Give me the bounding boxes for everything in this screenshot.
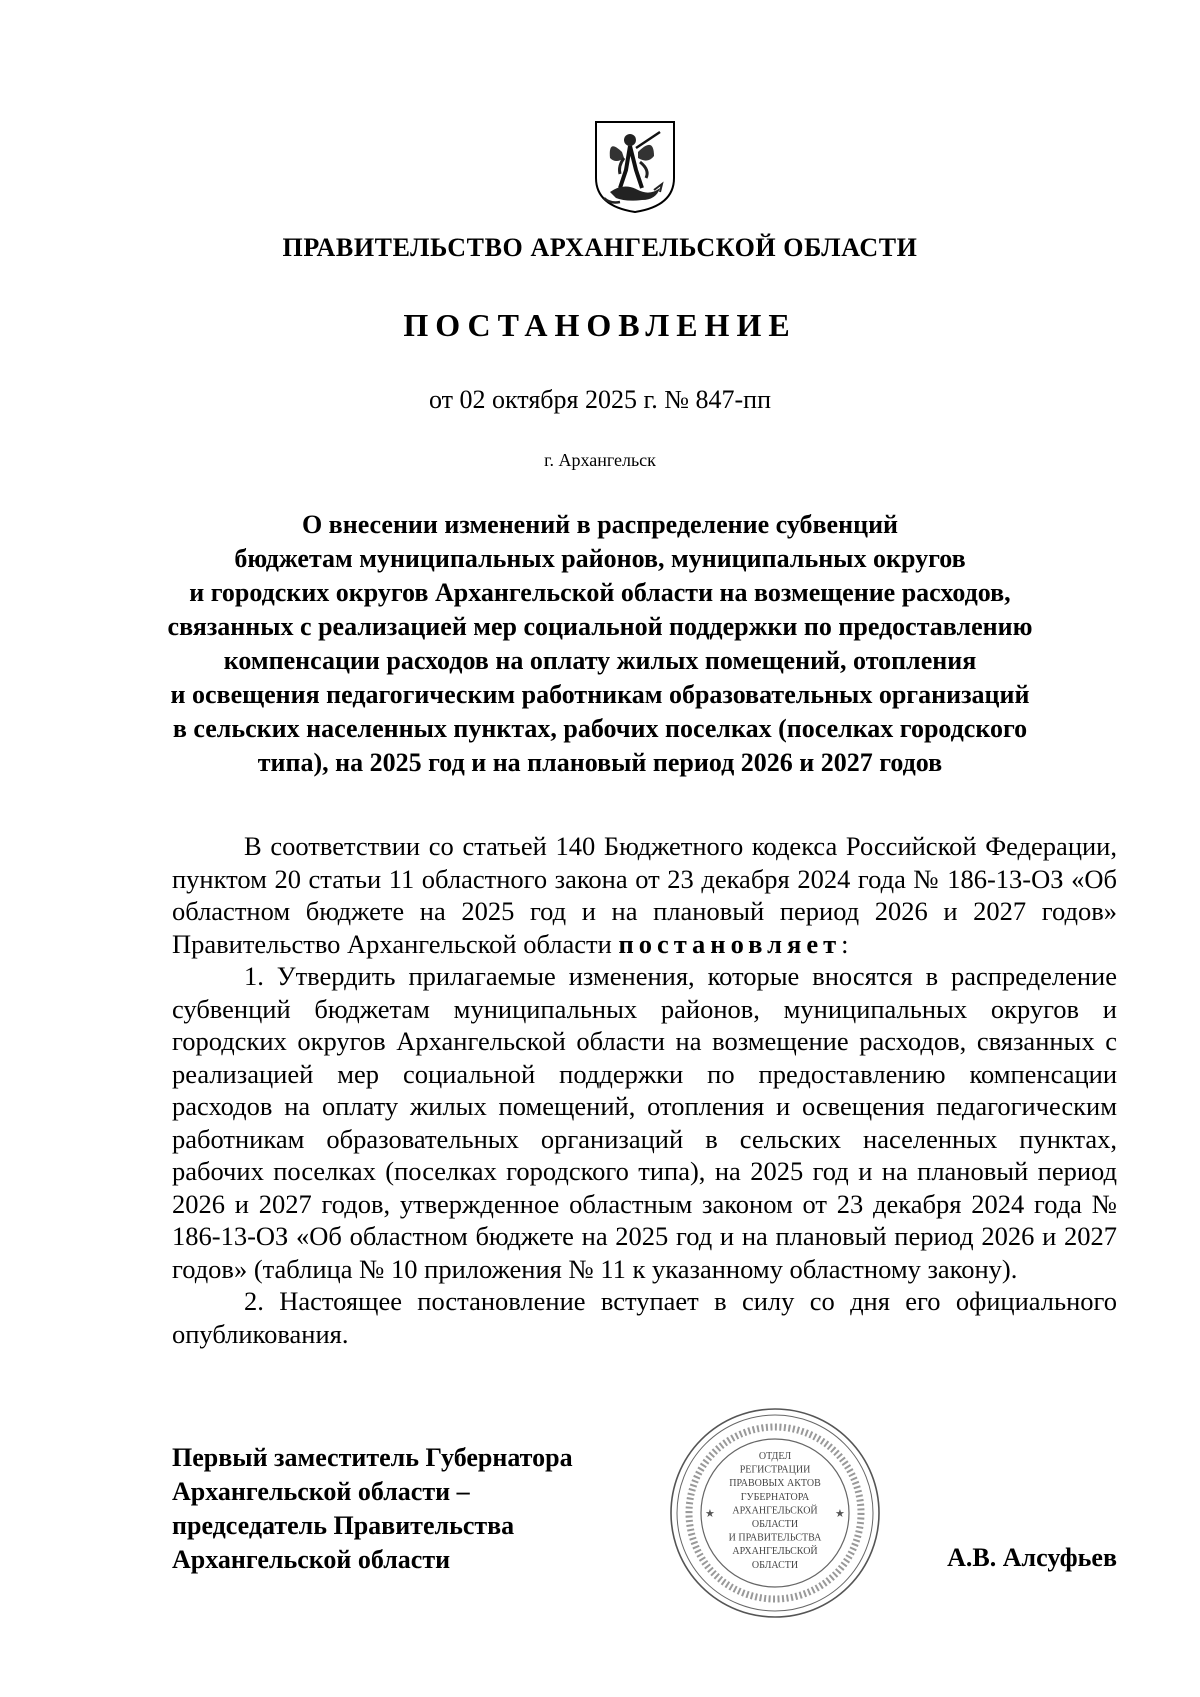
item-2-paragraph: 2. Настоящее постановление вступает в силу со дня его официального опубликования. (172, 1286, 1117, 1349)
heading-line: О внесении изменений в распределение субвенций (301, 510, 899, 539)
coat-of-arms-icon (590, 118, 680, 214)
signatory-line: Архангельской области (172, 1545, 451, 1574)
document-heading (150, 508, 1050, 780)
seal-text-line: ПРАВОВЫХ АКТОВ (729, 1478, 821, 1490)
item-1-paragraph: 1. Утвердить прилагаемые изменения, которые вносятся в распределение субвенций бюджетам муниципальных районов, муниципальных округов и городских округов Архангельской области на возмещение расходов, связанных с реализацией мер социальной поддержки по предоставлению компенсации расходов на оплату жилых помещений, отопления и освещения педагогическим работникам образовательных организаций в сельских населенных пунктах, рабочих поселках (поселках городского типа), на 2025 год и на плановый период 2026 и 2027 годов, утвержденное областным законом от 23 декабря 2024 года № 186-13-ОЗ «Об областном бюджете на 2025 год и на плановый период 2026 и 2027 годов» (таблица № 10 приложения № 11 к указанному областному закону). (172, 961, 1117, 1284)
signer-name: А.В. Алсуфьев (947, 1543, 1117, 1572)
signatory-line: председатель Правительства (172, 1511, 515, 1540)
resolves-colon: : (841, 928, 849, 959)
government-title: ПРАВИТЕЛЬСТВО АРХАНГЕЛЬСКОЙ ОБЛАСТИ (282, 233, 918, 262)
heading-line: типа), на 2025 год и на плановый период 2026 и 2027 годов (257, 748, 943, 777)
seal-text-line: АРХАНГЕЛЬСКОЙ (732, 1505, 818, 1517)
signatory-line: Первый заместитель Губернатора (172, 1443, 573, 1472)
document-date-number: от 02 октября 2025 г. № 847-пп (429, 385, 771, 414)
svg-text:★: ★ (705, 1507, 715, 1520)
seal-text-line: ОБЛАСТИ (751, 1519, 799, 1530)
seal-text-line: ОБЛАСТИ (751, 1559, 799, 1571)
preamble-text: В соответствии со статьей 140 Бюджетного кодекса Российской Федерации, пунктом 20 статьи 11 областного закона от 23 декабря 2024 года № 186-13-ОЗ «Об областном бюджете на 2025 год и на плановый период 2026 и 2027 годов» Правительство Архангельской области (172, 831, 1117, 959)
document-body (172, 830, 1117, 1350)
heading-line: бюджетам муниципальных районов, муниципальных округов (234, 544, 966, 573)
seal-text-line: И ПРАВИТЕЛЬСТВА (728, 1532, 822, 1544)
seal-text-line: АРХАНГЕЛЬСКОЙ (732, 1546, 818, 1558)
seal-text-line: ОТДЕЛ (758, 1451, 792, 1462)
seal-text-line: РЕГИСТРАЦИИ (739, 1464, 811, 1476)
heading-line: в сельских населенных пунктах, рабочих поселках (поселках городского (172, 714, 1028, 743)
preamble-paragraph (172, 830, 1117, 960)
heading-line: и городских округов Архангельской области на возмещение расходов, (189, 578, 1011, 607)
registration-seal-icon (665, 1403, 885, 1623)
heading-line: связанных с реализацией мер социальной поддержки по предоставлению (167, 612, 1033, 641)
seal-text-line: ГУБЕРНАТОРА (740, 1491, 810, 1503)
heading-line: компенсации расходов на оплату жилых помещений, отопления (223, 646, 977, 675)
document-city: г. Архангельск (544, 450, 656, 470)
resolves-word: постановляет (618, 928, 842, 959)
heading-line: и освещения педагогическим работникам образовательных организаций (170, 680, 1030, 709)
signatory-line: Архангельской области – (172, 1477, 470, 1506)
document-type: ПОСТАНОВЛЕНИЕ (403, 307, 797, 343)
svg-text:★: ★ (835, 1507, 845, 1520)
signatory-position (172, 1441, 573, 1577)
